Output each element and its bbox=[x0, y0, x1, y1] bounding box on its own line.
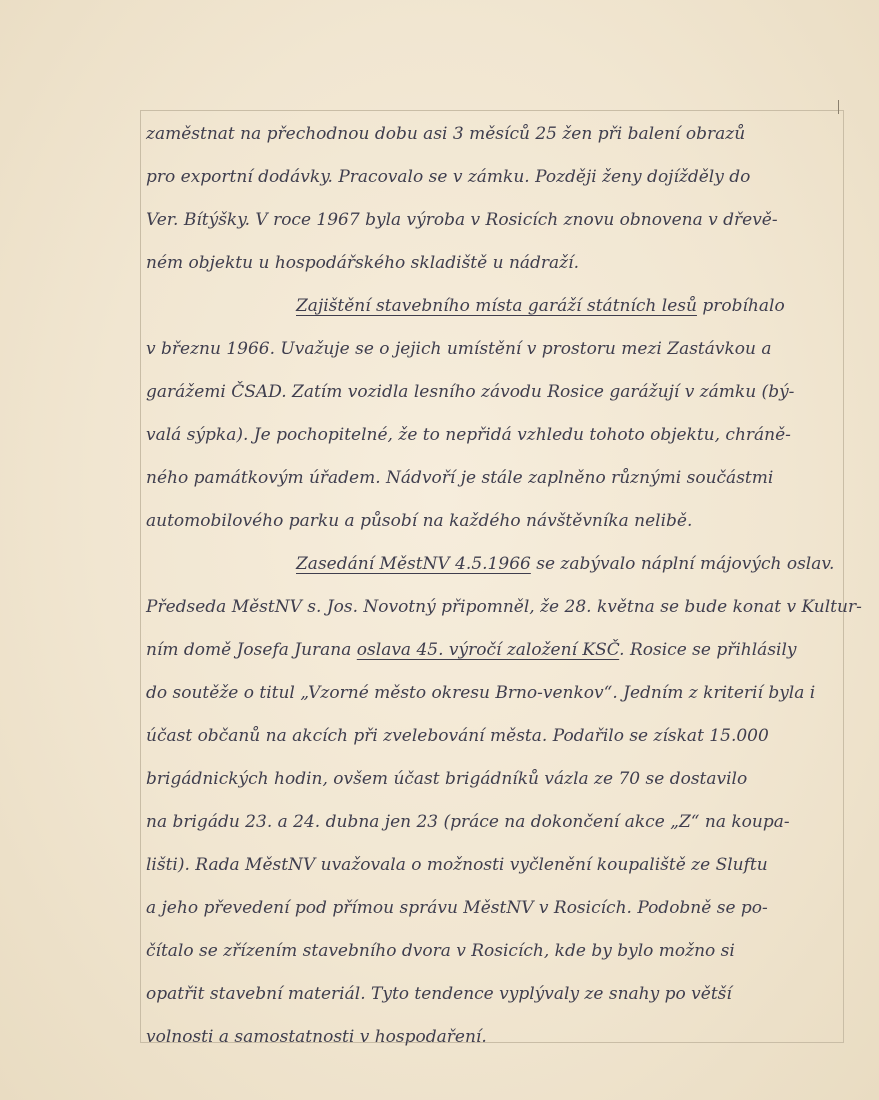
text-run: probíhalo bbox=[696, 296, 785, 316]
text-line-section-heading bbox=[296, 548, 834, 580]
text-line: brigádnických hodin, ovšem účast brigádníků vázla ze 70 se dostavilo bbox=[146, 769, 748, 789]
text-line: ného památkovým úřadem. Nádvoří je stále zaplněno různými součástmi bbox=[146, 468, 774, 488]
text-line-section-heading bbox=[296, 290, 785, 322]
text-line: a jeho převedení pod přímou správu MěstNV v Rosicích. Podobně se po- bbox=[146, 898, 768, 918]
corner-mark bbox=[838, 100, 839, 114]
text-line: ném objektu u hospodářského skladiště u nádraží. bbox=[146, 253, 579, 273]
text-line: automobilového parku a působí na každého návštěvníka nelibě. bbox=[146, 511, 693, 531]
underlined-phrase: oslava 45. výročí založení KSČ bbox=[356, 640, 620, 660]
text-line: Předseda MěstNV s. Jos. Novotný připomněl, že 28. května se bude konat v Kultur- bbox=[146, 597, 862, 617]
text-line: v březnu 1966. Uvažuje se o jejich umístění v prostoru mezi Zastávkou a bbox=[146, 339, 772, 359]
text-line: pro exportní dodávky. Pracovalo se v zámku. Později ženy dojížděly do bbox=[146, 167, 751, 187]
text-line: volnosti a samostatnosti v hospodaření. bbox=[146, 1027, 487, 1047]
text-line: Ver. Bítýšky. V roce 1967 byla výroba v Rosicích znovu obnovena v dřevě- bbox=[146, 210, 778, 230]
text-run: . Rosice se přihlásily bbox=[619, 640, 797, 660]
text-line: zaměstnat na přechodnou dobu asi 3 měsíců 25 žen při balení obrazů bbox=[146, 124, 746, 144]
text-line: na brigádu 23. a 24. dubna jen 23 (práce na dokončení akce „Z“ na koupa- bbox=[146, 812, 790, 832]
text-line: do soutěže o titul „Vzorné město okresu Brno-venkov“. Jedním z kriterií byla i bbox=[146, 683, 816, 703]
text-line: lišti). Rada MěstNV uvažovala o možnosti vyčlenění koupaliště ze Sluftu bbox=[146, 855, 768, 875]
text-line: čítalo se zřízením stavebního dvora v Rosicích, kde by bylo možno si bbox=[146, 941, 735, 961]
text-line: účast občanů na akcích při zvelebování města. Podařilo se získat 15.000 bbox=[146, 726, 769, 746]
underlined-heading: Zajištění stavebního místa garáží státních lesů bbox=[296, 296, 697, 316]
underlined-heading: Zasedání MěstNV 4.5.1966 bbox=[296, 554, 531, 574]
text-line: garážemi ČSAD. Zatím vozidla lesního závodu Rosice garážují v zámku (bý- bbox=[146, 382, 795, 402]
text-line: valá sýpka). Je pochopitelné, že to nepřidá vzhledu tohoto objektu, chráně- bbox=[146, 425, 791, 445]
text-line bbox=[146, 634, 797, 666]
text-line: opatřit stavební materiál. Tyto tendence vyplývaly ze snahy po větší bbox=[146, 984, 732, 1004]
text-run: ním domě Josefa Jurana bbox=[146, 640, 357, 660]
text-run: se zabývalo náplní májových oslav. bbox=[530, 554, 835, 574]
